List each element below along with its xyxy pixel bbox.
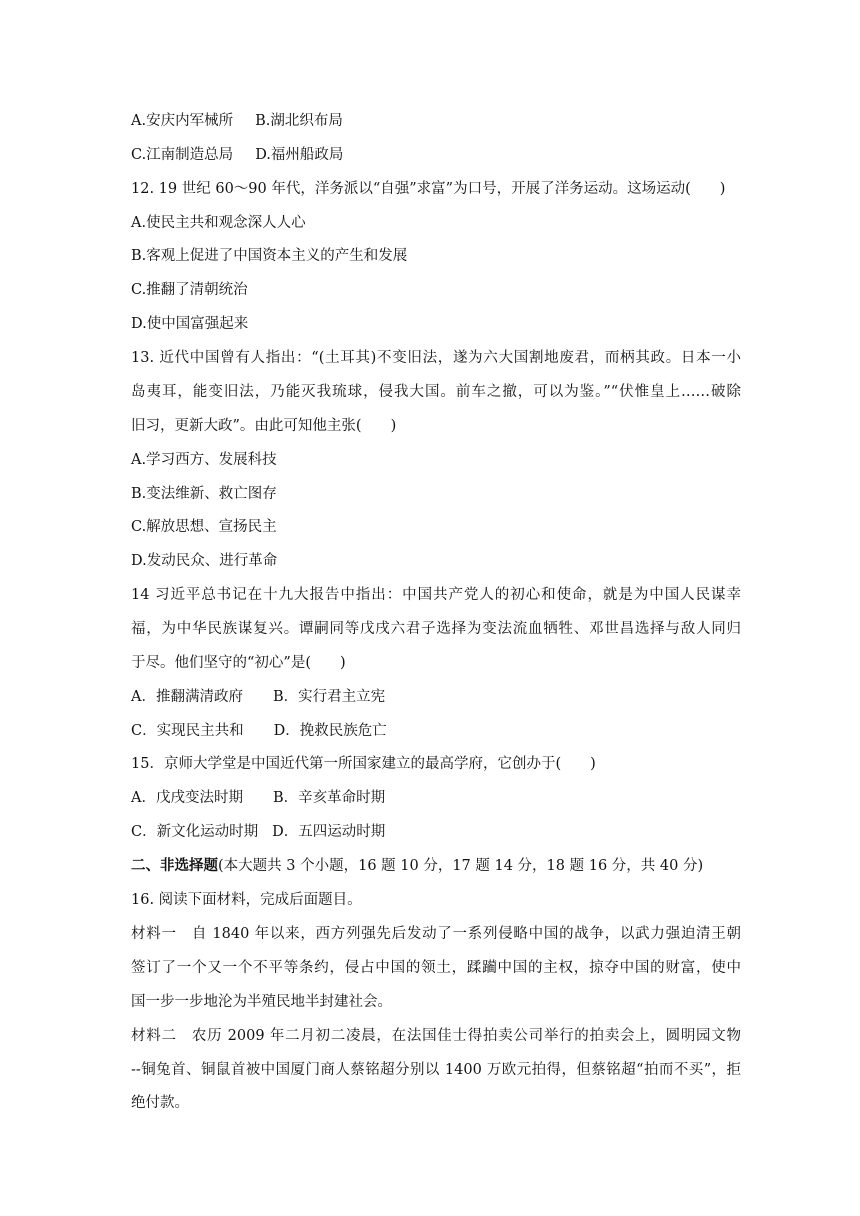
- q11-option-d: D.福州船政局: [255, 147, 344, 163]
- q12-stem: 12. 19 世纪 60～90 年代，洋务派以“自强”求富”为口号，开展了洋务运动。这场运动( ): [131, 181, 726, 197]
- q14-stem-line-1: 14 习近平总书记在十九大报告中指出：中国共产党人的初心和使命，就是为中国人民谋幸: [131, 587, 741, 603]
- q13-stem-line-2: 岛夷耳，能变旧法，乃能灭我琉球，侵我大国。前车之撤，可以为鉴。”“伏惟皇上……破除: [131, 384, 741, 400]
- q13-option-d: D.发动民众、进行革命: [131, 553, 278, 569]
- q16-material1-line-1: 材料一 自 1840 年以来，西方列强先后发动了一系列侵略中国的战争，以武力强迫清王朝: [131, 926, 741, 942]
- q13-option-b: B.变法维新、救亡图存: [131, 486, 277, 502]
- q11-options-row-2: [131, 145, 741, 165]
- q11-option-b: B.湖北织布局: [255, 113, 343, 129]
- q16-material1-line-3: 国一步一步地沦为半殖民地半封建社会。: [131, 994, 392, 1010]
- q15-option-d: D．五四运动时期: [272, 824, 386, 840]
- q11-options-row-1: [131, 111, 741, 131]
- q11-option-a: A.安庆内军械所: [131, 113, 234, 129]
- q14-option-a: A．推翻满清政府: [131, 689, 243, 705]
- q15-options-row-1: [131, 788, 741, 808]
- q13-option-c: C.解放思想、宣扬民主: [131, 519, 277, 535]
- q16-material2-line-2: --铜兔首、铜鼠首被中国厦门商人蔡铭超分别以 1400 万欧元拍得，但蔡铭超“拍而不买”，拒: [131, 1062, 741, 1078]
- q14-stem-line-3: 于尽。他们坚守的“初心”是( ): [131, 655, 346, 671]
- q13-stem-line-3: 旧习，更新大政”。由此可知他主张( ): [131, 418, 397, 434]
- q11-option-c: C.江南制造总局: [131, 147, 234, 163]
- q14-option-b: B．实行君主立宪: [272, 689, 386, 705]
- section2-heading: [131, 856, 741, 876]
- q14-option-d: D．挽救民族危亡: [273, 723, 387, 739]
- q16-material2-line-3: 绝付款。: [131, 1095, 189, 1111]
- q15-options-row-2: [131, 822, 741, 842]
- q15-option-a: A．戊戌变法时期: [131, 790, 243, 806]
- section2-note: (本大题共 3 个小题，16 题 10 分，17 题 14 分，18 题 16 分，共 40 分): [218, 858, 704, 874]
- q14-options-row-1: [131, 687, 741, 707]
- q12-option-c: C.推翻了清朝统治: [131, 282, 248, 298]
- q13-option-a: A.学习西方、发展科技: [131, 452, 277, 468]
- section2-title: 二、非选择题: [131, 857, 218, 874]
- q13-stem-line-1: 13. 近代中国曾有人指出：“(土耳其)不变旧法，遂为六大国割地废君，而柄其政。日本一小: [131, 350, 741, 366]
- q14-option-c: C．实现民主共和: [131, 723, 244, 739]
- q12-option-a: A.使民主共和观念深人人心: [131, 215, 306, 231]
- q12-option-d: D.使中国富强起来: [131, 316, 249, 332]
- q16-material2-line-1: 材料二 农历 2009 年二月初二凌晨，在法国佳士得拍卖公司举行的拍卖会上，圆明园文物: [131, 1028, 741, 1044]
- q14-options-row-2: [131, 721, 741, 741]
- q16-material1-line-2: 签订了一个又一个不平等条约，侵占中国的领土，蹂躏中国的主权，掠夺中国的财富，使中: [131, 960, 741, 976]
- q16-stem: 16. 阅读下面材料，完成后面题目。: [131, 892, 362, 908]
- q14-stem-line-2: 福，为中华民族谋复兴。谭嗣同等戊戌六君子选择为变法流血牺牲、邓世昌选择与敌人同归: [131, 621, 741, 637]
- q15-option-b: B．辛亥革命时期: [272, 790, 386, 806]
- q12-option-b: B.客观上促进了中国资本主义的产生和发展: [131, 248, 408, 264]
- q15-stem: 15．京师大学堂是中国近代第一所国家建立的最高学府，它创办于( ): [131, 756, 596, 772]
- q15-option-c: C．新文化运动时期: [131, 824, 259, 840]
